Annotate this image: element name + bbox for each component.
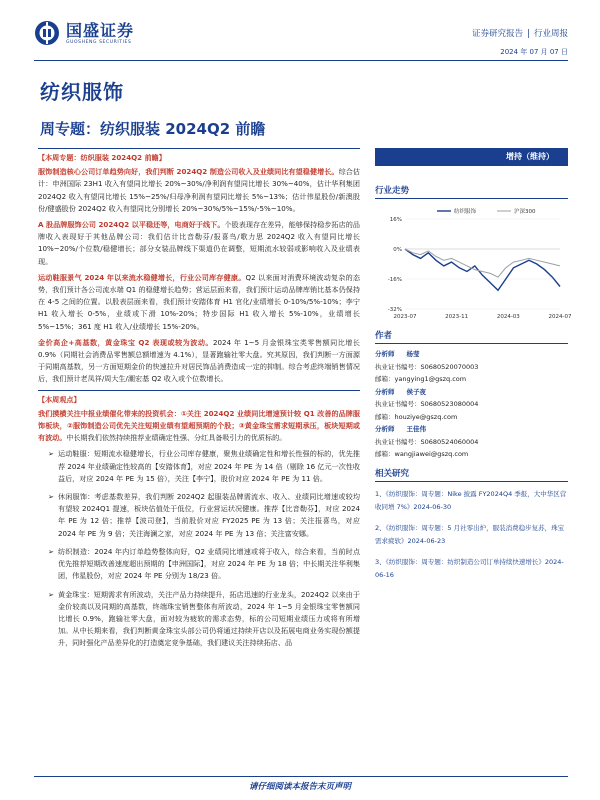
logo-english: GUOSHENG SECURITIES — [66, 39, 132, 45]
industry-title: 纺织服饰 — [40, 80, 124, 104]
author-email[interactable]: yangying1@gszq.com — [394, 375, 467, 383]
section-heading: 【本周观点】 — [38, 390, 360, 406]
body-text: 中长期我们依然持续推荐业绩确定性强、分红具备吸引力的优质标的。 — [66, 433, 287, 443]
highlight-text: 运动鞋服景气 2024 年以来流水稳健增长，行业公司库存健康。 — [38, 272, 246, 282]
y-tick-label: -16% — [387, 277, 402, 283]
list-item — [48, 448, 360, 485]
legend-label: 沪深300 — [514, 209, 536, 215]
body-text: 2024 年 1~5 月金银珠宝类零售额同比增长 0.9%（同期社会消费品零售额总额增速为 4.1%），显著跑输社零大盘。究其原因，我们判断一方面源于同期高基数，另一方面短期金价的快速拉升对居民饰品消费造成一定的抑制。综合考虑终端销售情况后，我们预计老凤祥/周大生/潮宏基 Q2 收入或个位数增长。 — [38, 337, 360, 384]
related-heading: 相关研究 — [375, 467, 568, 482]
author-email[interactable]: wangjiawei@gszq.com — [394, 450, 469, 458]
y-tick-label: -32% — [387, 307, 402, 313]
x-tick-label: 2023-11 — [445, 314, 469, 320]
highlight-text: A 股品牌服饰公司 2024Q2 以平稳还等，电商好于线下。 — [38, 220, 225, 230]
related-report-link[interactable]: 2、《纺织服饰：周专题：5 月社零出炉，服装消费稳步复苏，珠宝需求疲软》2024-06-23 — [375, 523, 565, 545]
author-name: 杨莹 — [406, 350, 420, 358]
list-item — [48, 546, 360, 583]
report-title: 周专题：纺织服装 2024Q2 前瞻 — [40, 120, 266, 138]
paragraph — [38, 337, 360, 386]
cert-label: 执业证书编号： — [375, 400, 421, 408]
email-label: 邮箱： — [375, 412, 395, 421]
chart-svg — [375, 205, 572, 325]
list-item — [48, 491, 360, 540]
author-entry — [375, 386, 568, 424]
bullet-icon: ➢ — [48, 449, 54, 459]
cert-label: 执业证书编号： — [375, 437, 421, 446]
paragraph — [38, 408, 360, 445]
trend-heading: 行业走势 — [375, 184, 568, 199]
brand-logo — [34, 20, 134, 46]
paragraph — [38, 219, 360, 268]
legend-label: 纺织服饰 — [454, 209, 477, 215]
author-name: 王佳伟 — [406, 425, 426, 433]
cert-number: S0680524060004 — [420, 437, 479, 446]
logo-name: 国盛证券 — [66, 20, 135, 40]
y-tick-label: 16% — [389, 217, 402, 223]
bullet-icon: ➢ — [48, 546, 54, 556]
list-item — [48, 589, 360, 650]
series-line-textile — [405, 249, 560, 290]
list-item-text: 纺织制造：2024 年内订单趋势整体向好，Q2 业绩同比增速或将于收入，综合来看，当前时点优先推荐短期改善速度超出预期的【申洲国际】，对应 2024 年 PE 为 18 倍；中长期关注华利集团，伟星股份，对应 2024 年 PE 分别为 18/23 倍。 — [58, 546, 360, 581]
report-type-label: 证券研究报告 — [472, 29, 524, 39]
related-reports — [375, 488, 568, 582]
author-entry — [375, 423, 568, 461]
bullet-icon: ➢ — [48, 492, 54, 502]
authors-list — [375, 348, 568, 461]
related-report-link[interactable]: 3、《纺织服饰：周专题：纺织制造公司订单持续快速增长》2024-06-16 — [375, 557, 564, 579]
y-tick-label: 0% — [393, 247, 402, 253]
highlight-text: 金价高企+高基数，黄金珠宝 Q2 表现或较为波动。 — [38, 337, 214, 347]
section-heading: 【本周专题：纺织服装 2024Q2 前瞻】 — [38, 148, 360, 164]
bullet-icon: ➢ — [48, 589, 54, 599]
cert-label: 执业证书编号： — [375, 362, 421, 371]
highlight-text: 服饰制造核心公司订单趋势向好，我们判断 2024Q2 制造公司收入及业绩同比有望稳健增长。 — [38, 167, 339, 177]
report-date: 2024 年 07 月 07 日 — [500, 48, 568, 56]
report-type: 证券研究报告 | 行业周报 — [472, 29, 568, 39]
body-text: 个股表现存在差异，能够保持稳步拓店的品牌收入表现好于其他品牌公司：我们估计比音勒芬/报喜鸟/歌力思 2024Q2 收入有望同比增长 10%~20%/个位数/稳健增长；部分女装品牌线下渠道仍在调整，短期流水较弱或影响收入及业绩表现。 — [38, 220, 361, 266]
body-text: 综合估计：申洲国际 23H1 收入有望同比增长 20%~30%/净利润有望同比增长 30%~40%，估计华利集团 2024Q2 收入有望同比增长 15%~25%/归母净利润有望同比增长 5%~13%；估计伟星股份/新澳股份/健盛股份 2024Q2 收入有望同比分别增长 20%~30%/5%~15%/-5%~10%。 — [38, 167, 361, 213]
email-label: 邮箱： — [375, 450, 395, 458]
trend-chart — [375, 205, 572, 325]
paragraph — [38, 166, 360, 215]
cert-number: S0680523080004 — [420, 400, 479, 408]
list-item-text: 黄金珠宝：短期需求有所波动，关注产品力持续提升，拓店迅速的行业龙头，2024Q2 以来由于金价较高以及同期的高基数，终端珠宝销售整体有所波动，2024 年 1~5 月金银珠宝零售额同比增长 0.9%，跑输社零大盘，面对较为疲软的需求态势，标的公司短期业绩压力或将有所增加。从中长期来看，我们判断黄金珠宝头部公司仍将通过持续开店以及拓展电商业务实现份额提升，同时强化产品差异化的打造奠定竞争基础，我们建议关注持续拓店、品 — [58, 589, 360, 648]
author-entry — [375, 348, 568, 386]
sidebar — [375, 148, 572, 590]
paragraph — [38, 272, 360, 333]
x-tick-label: 2024-07 — [548, 314, 572, 320]
author-role: 分析师 — [375, 425, 395, 433]
author-name: 侯子夜 — [406, 387, 426, 396]
body-text: Q2 以来面对消费环境波动复杂的态势，我们预计各公司流水端 Q1 的稳健增长趋势；营运层面来看，我们预计运动品牌库销比基本仍保持在 4-5 之间的位置。以股表层面来看，我们预计安踏体育 H1 官化/业绩增长 0-10%/5%-10%；李宁 H1 收入增长 0-5%，业绩或下滑 10%-20%；特步国际 H1 收入增长 5%-10%，业绩增长 5%~15%；361 度 H1 收入/业绩增长 15%-20%。 — [38, 272, 360, 331]
page-header — [0, 0, 600, 64]
author-role: 分析师 — [375, 387, 395, 396]
rating-badge: 增持（维持） — [375, 148, 568, 166]
authors-heading: 作者 — [375, 329, 568, 344]
author-role: 分析师 — [375, 350, 395, 358]
logo-icon — [34, 20, 60, 46]
x-tick-label: 2024-03 — [496, 314, 520, 320]
related-report-link[interactable]: 1、《纺织服饰：周专题：Nike 披露 FY2024Q4 季报，大中华区营收同增 7%》2024-06-30 — [375, 489, 567, 511]
highlight-text: 我们摸横关注中报业绩催化带来的投资机会：①关注 2024Q2 业绩同比增速预计较 Q1 改善的品牌服饰板块，②服饰制造公司优先关注短期业绩有望超预期的个股；③黄金珠宝需求短期承压，板块短期或有波动。 — [38, 408, 360, 443]
footer-disclaimer: 请仔细阅读本报告末页声明 — [248, 782, 351, 792]
x-tick-label: 2023-07 — [393, 314, 417, 320]
email-label: 邮箱： — [375, 375, 395, 383]
footer-divider — [34, 776, 568, 777]
header-divider — [34, 60, 568, 61]
report-sub-label: 行业周报 — [533, 29, 568, 39]
cert-number: S0680520070003 — [420, 362, 479, 371]
list-item-text: 运动鞋服：短期流水稳健增长，行业公司库存健康，聚焦业绩确定性和增长性强的标的，优先推荐 2024 年业绩确定性较高的【安踏体育】，对应 2024 年 PE 为 14 倍（剔除 16 亿元一次性收益后，对应 2024 年 PE 为 15 倍），关注【李宁】，股价对应 2024 年 PE 为 11 倍。 — [58, 449, 360, 483]
main-content — [38, 148, 360, 656]
author-email[interactable]: houziye@gszq.com — [394, 412, 458, 421]
list-item-text: 休闲服饰：考虑基数差异，我们判断 2024Q2 起服装品牌需流水、收入、业绩同比增速或较均有望较 2024Q1 提速，板块估值处于低位，行业营运状况健康。推荐【比音勒芬】，对应 2024 年 PE 为 12 倍；推荐【波司登】，当前股价对应 FY2025 PE 为 13 倍；关注报喜鸟，对应 2024 年 PE 为 9 倍；关注海澜之家，对应 2024 年 PE 为 13 倍；关注富安娜。 — [58, 492, 360, 538]
